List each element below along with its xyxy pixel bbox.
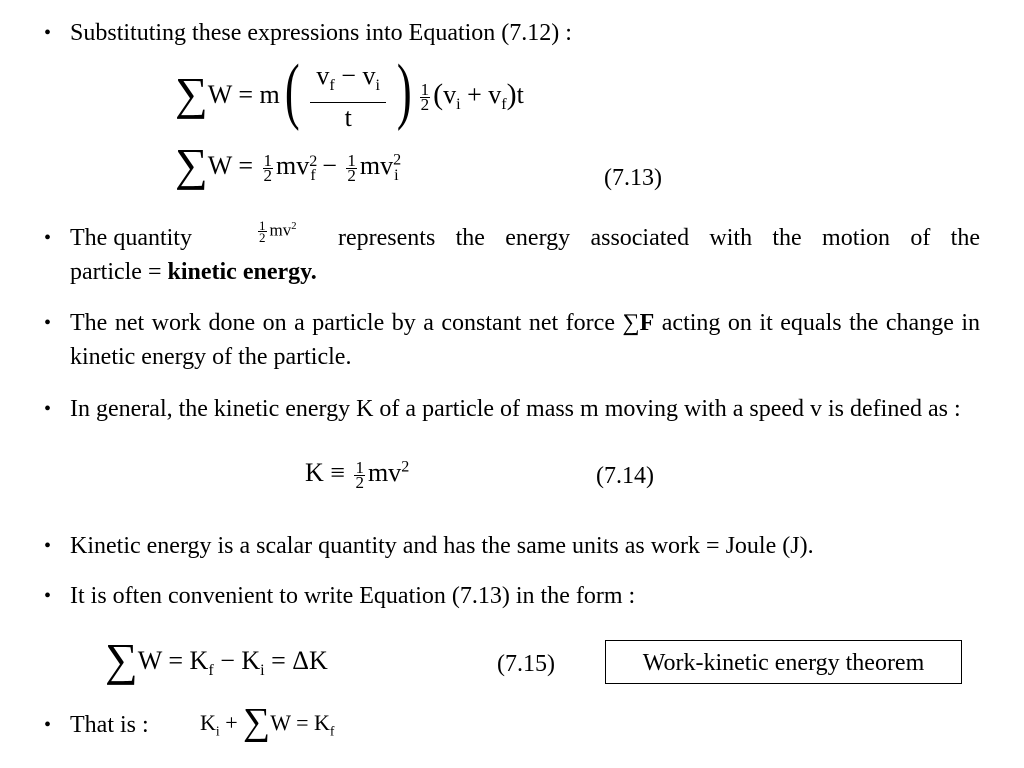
bullet-marker: • [44,714,52,736]
equation-number-7-13: (7.13) [604,165,662,191]
bullet-that-is: That is : [70,712,149,738]
equation-number-7-14: (7.14) [596,463,654,489]
bullet-net-work: The net work done on a particle by a constant net force ∑F acting on it equals the change in kinetic energy of the particle. [70,310,981,370]
inline-half-mv2: $\frac{1}{2}$ $mv^2$ [259,218,297,245]
bullet-scalar-quantity: Kinetic energy is a scalar quantity and has the same units as work = Joule (J). [70,533,814,559]
bullet-substituting: Substituting these expressions into Equation (7.12) : [70,20,572,46]
bullet-marker: • [44,585,52,607]
bullet-convenient-form: It is often convenient to write Equation (7.13) in the form : [70,583,636,609]
bullet-marker: • [44,22,52,44]
equation-kinetic-energy-definition: K ≡ $\frac{1}{2}$ $mv^2$ [305,457,410,492]
equation-work-kinetic-theorem: $\sum W = K_f - K_i = \Delta K$ [105,634,328,685]
kinetic-energy-term: kinetic energy. [167,259,317,285]
bullet-marker: • [44,398,52,420]
bullet-marker: • [44,535,52,557]
work-kinetic-energy-theorem-box: Work-kinetic energy theorem [605,640,962,684]
equation-work-substitution: ∑W = m( $\frac{v_f - v_i}{t}$ ) $\frac{1}{2}$ $(v_i + v_f)t$ [175,50,524,132]
equation-final-kinetic: $K_i + \sum W = K_f$ [200,701,335,743]
equation-work-kinetic: ∑W = $\frac{1}{2}$ $mv_{2f}$ − $\frac{1}{2}$ $mv^2_i$ [175,139,402,190]
equation-number-7-15: (7.15) [497,651,555,677]
bullet-marker: • [44,312,52,334]
bullet-quantity-pre: The quantity [70,225,192,251]
bullet-marker: • [44,227,52,249]
bullet-quantity-line2: particle = kinetic energy. [70,259,317,285]
bullet-general-definition: In general, the kinetic energy K of a particle of mass m moving with a speed v is defined as : [70,396,961,422]
bullet-quantity-line1: represents the energy associated with the motion of the [338,225,980,251]
